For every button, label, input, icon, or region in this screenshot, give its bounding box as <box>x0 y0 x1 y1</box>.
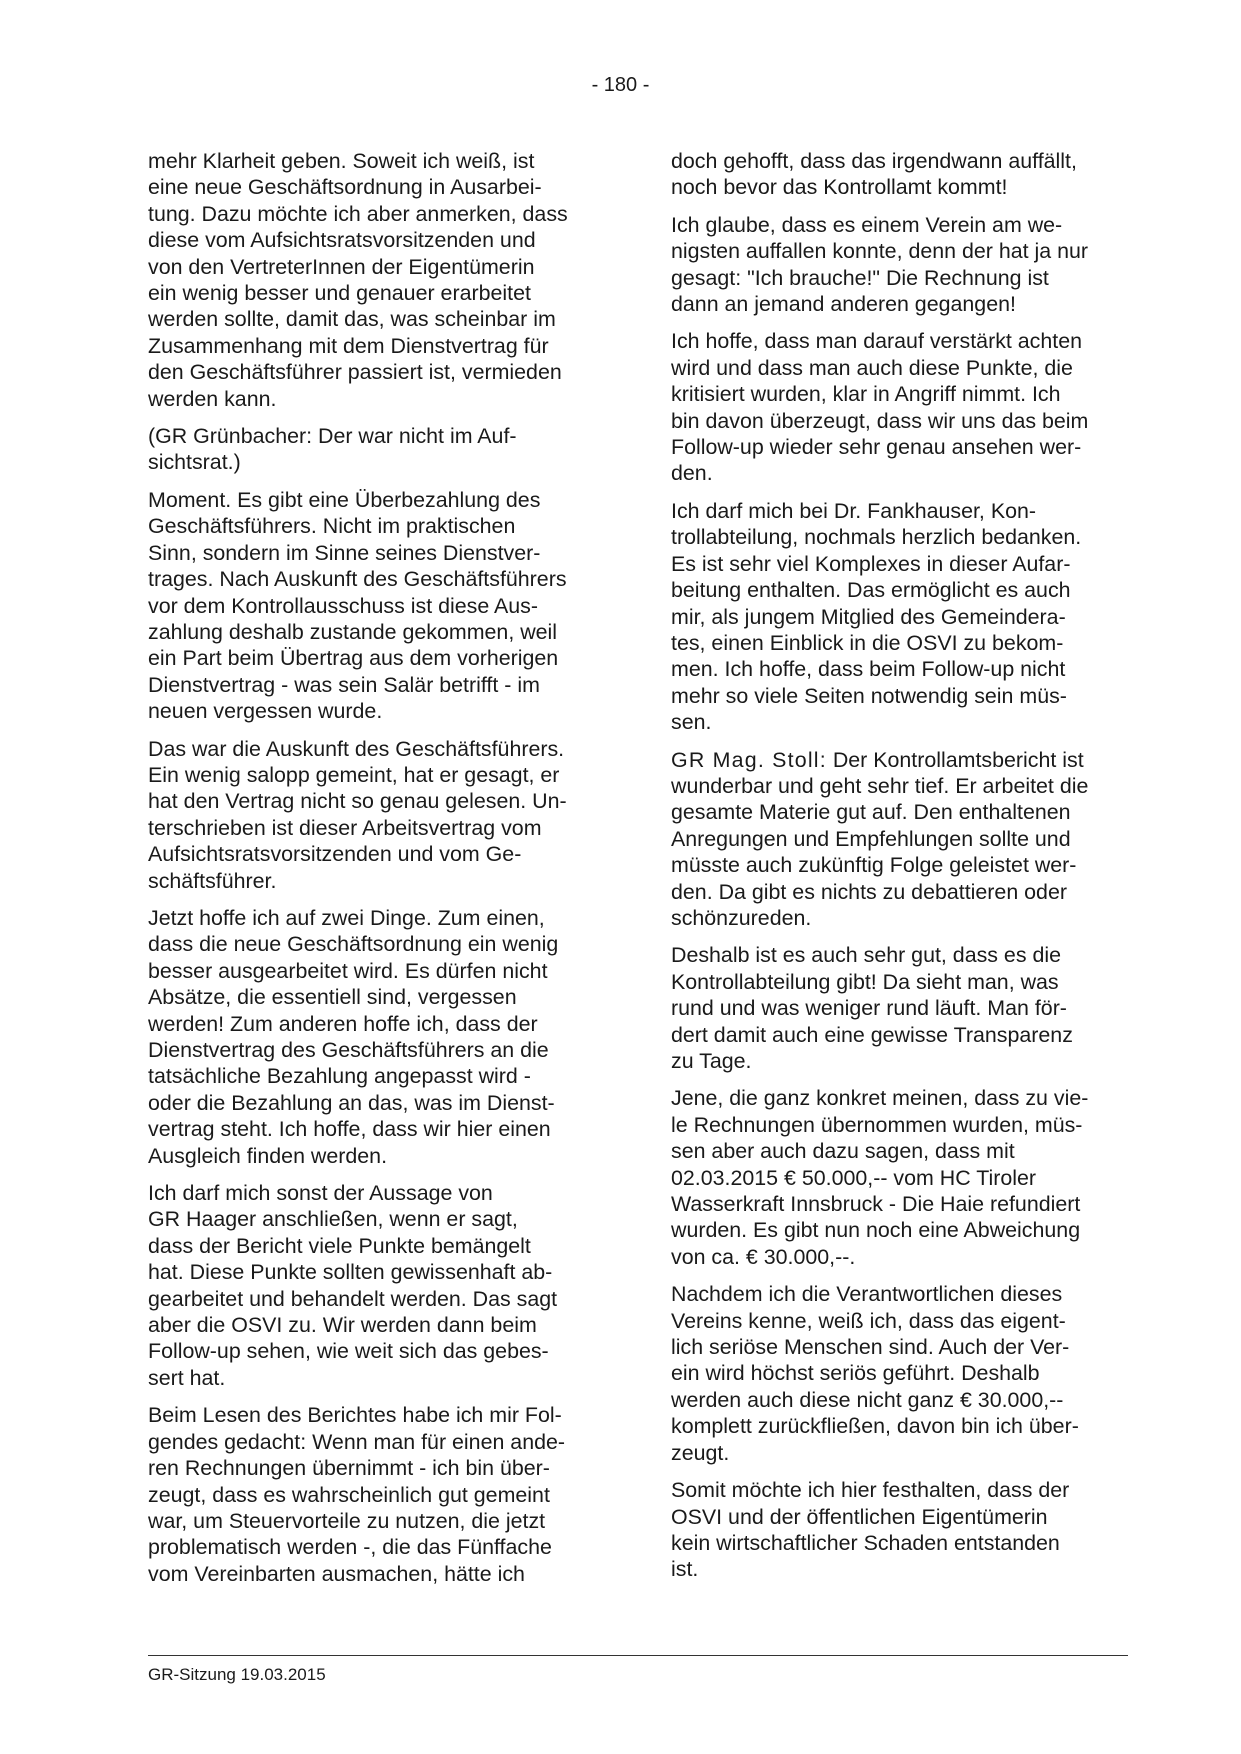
speaker-name: GR Mag. Stoll: <box>671 747 827 772</box>
text-line: zu Tage. <box>671 1049 752 1073</box>
text-line: gendes gedacht: Wenn man für einen ande- <box>148 1429 566 1454</box>
interjection-paragraph <box>148 423 606 476</box>
text-line: Deshalb ist es auch sehr gut, dass es die <box>671 943 1062 968</box>
paragraph <box>148 736 606 894</box>
text-line: aber die OSVI zu. Wir werden dann beim <box>148 1313 537 1338</box>
text-line: den. <box>671 461 713 486</box>
text-line: besser ausgearbeitet wird. Es dürfen nicht <box>148 958 548 983</box>
text-line: Es ist sehr viel Komplexes in dieser Aufar- <box>671 551 1071 576</box>
text-line: wunderbar und geht sehr tief. Er arbeitet die <box>671 773 1089 798</box>
text-line: beitung enthalten. Das ermöglicht es auch <box>671 578 1071 603</box>
text-line: Das war die Auskunft des Geschäftsführers. <box>148 736 565 761</box>
text-line: Anregungen und Empfehlungen sollte und <box>671 826 1071 851</box>
text-line: doch gehofft, dass das irgendwann auffällt, <box>671 149 1077 173</box>
text-line: werden auch diese nicht ganz € 30.000,-- <box>671 1387 1064 1412</box>
right-column <box>671 148 1129 1594</box>
text-line: trages. Nach Auskunft des Geschäftsführers <box>148 567 567 592</box>
text-line: sen. <box>671 710 712 735</box>
text-line: zeugt, dass es wahrscheinlich gut gemeint <box>148 1482 550 1507</box>
text-line: problematisch werden -, die das Fünffache <box>148 1535 552 1560</box>
paragraph <box>671 212 1129 318</box>
text-line: eine neue Geschäftsordnung in Ausarbei- <box>148 175 542 200</box>
text-line: OSVI und der öffentlichen Eigentümerin <box>671 1504 1048 1529</box>
text-line: Follow-up wieder sehr genau ansehen wer- <box>671 435 1082 460</box>
text-line: Vereins kenne, weiß ich, dass das eigent- <box>671 1308 1066 1333</box>
paragraph <box>148 1402 606 1587</box>
speaker-paragraph <box>671 747 1129 932</box>
text-line: vertrag steht. Ich hoffe, dass wir hier einen <box>148 1117 551 1142</box>
text-line: wurden. Es gibt nun noch eine Abweichung <box>671 1218 1081 1243</box>
text-line: mir, als jungem Mitglied des Gemeindera- <box>671 604 1066 629</box>
text-line: dass der Bericht viele Punkte bemängelt <box>148 1233 531 1258</box>
text-line: zeugt. <box>671 1440 730 1465</box>
text-line: Jene, die ganz konkret meinen, dass zu vie- <box>671 1086 1089 1111</box>
text-line: gesamte Materie gut auf. Den enthaltenen <box>671 800 1071 825</box>
text-line: (GR Grünbacher: Der war nicht im Auf- <box>148 424 517 449</box>
text-line: mehr so viele Seiten notwendig sein müs- <box>671 683 1067 708</box>
text-line: schönzureden. <box>671 905 812 930</box>
paragraph <box>671 1281 1129 1466</box>
footer-divider <box>148 1655 1128 1656</box>
text-line: Follow-up sehen, wie weit sich das gebes- <box>148 1339 549 1364</box>
text-line: sichtsrat.) <box>148 450 241 475</box>
text-line: Ich glaube, dass es einem Verein am we- <box>671 212 1063 237</box>
text-line: zahlung deshalb zustande gekommen, weil <box>148 619 558 644</box>
paragraph <box>671 942 1129 1074</box>
text-line: Moment. Es gibt eine Überbezahlung des <box>148 487 541 512</box>
text-line: terschrieben ist dieser Arbeitsvertrag vom <box>148 815 542 840</box>
text-line: Ich hoffe, dass man darauf verstärkt achten <box>671 329 1083 354</box>
text-line: von ca. € 30.000,--. <box>671 1244 856 1269</box>
text-line: sert hat. <box>148 1365 226 1390</box>
text-line: schäftsführer. <box>148 868 277 893</box>
text-line: war, um Steuervorteile zu nutzen, die jetzt <box>148 1508 546 1533</box>
text-line: oder die Bezahlung an das, was im Dienst- <box>148 1090 555 1115</box>
text-line: tatsächliche Bezahlung angepasst wird - <box>148 1064 531 1089</box>
text-line: den. Da gibt es nichts zu debattieren oder <box>671 879 1067 904</box>
text-line: tung. Dazu möchte ich aber anmerken, dass <box>148 201 568 226</box>
paragraph <box>671 498 1129 736</box>
text-line: Kontrollabteilung gibt! Da sieht man, was <box>671 969 1059 994</box>
text-line: neuen vergessen wurde. <box>148 699 383 724</box>
text-line: werden sollte, damit das, was scheinbar im <box>148 307 556 332</box>
paragraph <box>148 1180 606 1391</box>
text-line: kritisiert wurden, klar in Angriff nimmt. Ich <box>671 382 1061 407</box>
text-line: Ausgleich finden werden. <box>148 1143 388 1168</box>
text-line: Sinn, sondern im Sinne seines Dienstver- <box>148 540 541 565</box>
paragraph <box>671 1085 1129 1270</box>
text-line: tes, einen Einblick in die OSVI zu bekom- <box>671 630 1064 655</box>
text-line: ein Part beim Übertrag aus dem vorherigen <box>148 646 559 671</box>
text-line: Jetzt hoffe ich auf zwei Dinge. Zum einen, <box>148 905 545 930</box>
text-line: rund und was weniger rund läuft. Man för- <box>671 996 1067 1021</box>
text-line: Wasserkraft Innsbruck - Die Haie refundiert <box>671 1192 1081 1217</box>
text-line: hat den Vertrag nicht so genau gelesen. Un- <box>148 789 567 814</box>
text-line: ein wenig besser und genauer erarbeitet <box>148 281 531 306</box>
text-line: komplett zurückfließen, davon bin ich über- <box>671 1414 1079 1439</box>
text-line: noch bevor das Kontrollamt kommt! <box>671 175 1008 200</box>
text-line: sen aber auch dazu sagen, dass mit <box>671 1139 1015 1164</box>
text-line: diese vom Aufsichtsratsvorsitzenden und <box>148 228 536 253</box>
text-line: lich seriöse Menschen sind. Auch der Ver- <box>671 1335 1070 1360</box>
text-line: le Rechnungen übernommen wurden, müs- <box>671 1112 1083 1137</box>
text-line: von den VertreterInnen der Eigentümerin <box>148 254 535 279</box>
text-line: vom Vereinbarten ausmachen, hätte ich <box>148 1561 525 1586</box>
text-line: dann an jemand anderen gegangen! <box>671 292 1016 317</box>
text-line: hat. Diese Punkte sollten gewissenhaft ab- <box>148 1260 553 1285</box>
text-line <box>671 747 1129 773</box>
paragraph <box>671 148 1129 201</box>
text-line: Dienstvertrag des Geschäftsführers an die <box>148 1038 549 1062</box>
paragraph <box>148 905 606 1169</box>
text-line: werden! Zum anderen hoffe ich, dass der <box>148 1011 538 1036</box>
paragraph <box>671 328 1129 486</box>
text-line: vor dem Kontrollausschuss ist diese Aus- <box>148 593 538 618</box>
text-line: 02.03.2015 € 50.000,-- vom HC Tiroler <box>671 1165 1037 1190</box>
text-line: kein wirtschaftlicher Schaden entstanden <box>671 1530 1060 1555</box>
text-line: Absätze, die essentiell sind, vergessen <box>148 985 517 1010</box>
text-line: men. Ich hoffe, dass beim Follow-up nicht <box>671 657 1066 682</box>
text-line: bin davon überzeugt, dass wir uns das beim <box>671 408 1089 433</box>
text-line: mehr Klarheit geben. Soweit ich weiß, ist <box>148 149 535 173</box>
text-line: Nachdem ich die Verantwortlichen dieses <box>671 1282 1063 1307</box>
text-line: Geschäftsführers. Nicht im praktischen <box>148 514 516 539</box>
text-line: Somit möchte ich hier festhalten, dass der <box>671 1478 1070 1503</box>
text-line: müsste auch zukünftig Folge geleistet wer- <box>671 853 1077 878</box>
left-column <box>148 148 606 1598</box>
paragraph <box>671 1477 1129 1583</box>
text-line: ren Rechnungen übernimmt - ich bin über- <box>148 1456 550 1481</box>
text-line: nigsten auffallen konnte, denn der hat ja nur <box>671 239 1089 264</box>
text-line: ein wird höchst seriös geführt. Deshalb <box>671 1361 1040 1386</box>
text-line: gearbeitet und behandelt werden. Das sagt <box>148 1286 558 1311</box>
text-line: wird und dass man auch diese Punkte, die <box>671 355 1073 380</box>
text-line: Ich darf mich bei Dr. Fankhauser, Kon- <box>671 498 1036 523</box>
text-line: GR Haager anschließen, wenn er sagt, <box>148 1207 518 1232</box>
text-line: Dienstvertrag - was sein Salär betrifft - im <box>148 672 540 697</box>
text-line: ist. <box>671 1557 699 1582</box>
text-line: Zusammenhang mit dem Dienstvertrag für <box>148 333 549 358</box>
text-line: gesagt: "Ich brauche!" Die Rechnung ist <box>671 265 1049 290</box>
text-line: dass die neue Geschäftsordnung ein wenig <box>148 932 559 957</box>
text-line: Beim Lesen des Berichtes habe ich mir Fol- <box>148 1403 562 1428</box>
paragraph <box>148 487 606 725</box>
text-line: trollabteilung, nochmals herzlich bedanken. <box>671 525 1082 550</box>
paragraph <box>148 148 606 412</box>
text-line: dert damit auch eine gewisse Transparenz <box>671 1022 1073 1047</box>
footer-session-label: GR-Sitzung 19.03.2015 <box>148 1665 326 1684</box>
text-line: werden kann. <box>148 386 277 411</box>
text-line: Aufsichtsratsvorsitzenden und vom Ge- <box>148 842 522 867</box>
page-number: - 180 - <box>591 74 650 96</box>
text-fragment: Der Kontrollamtsbericht ist <box>826 747 1084 772</box>
text-line: Ein wenig salopp gemeint, hat er gesagt, er <box>148 762 560 787</box>
text-line: Ich darf mich sonst der Aussage von <box>148 1181 493 1206</box>
text-line: den Geschäftsführer passiert ist, vermieden <box>148 360 562 385</box>
